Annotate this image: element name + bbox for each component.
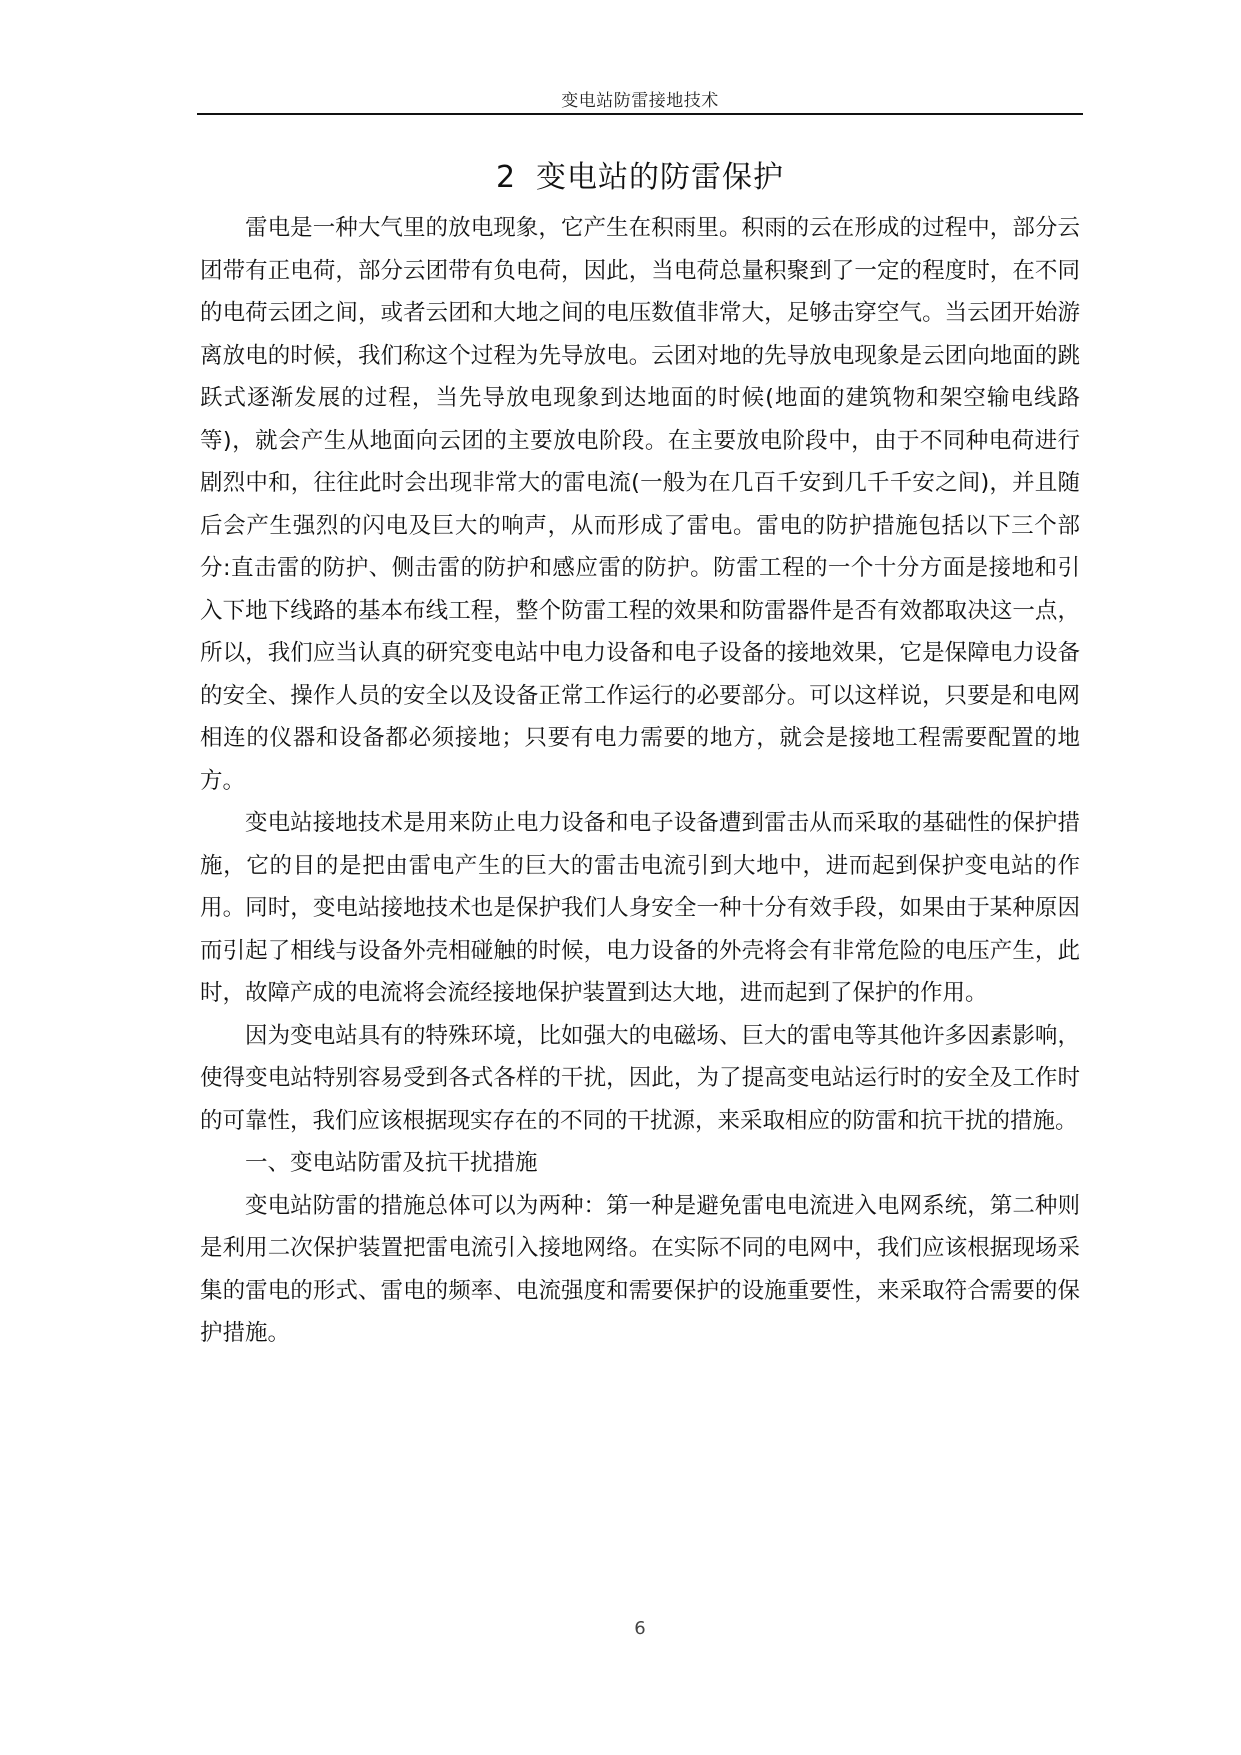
running-header: 变电站防雷接地技术: [561, 91, 719, 111]
paragraph-interference: 因为变电站具有的特殊环境，比如强大的电磁场、巨大的雷电等其他许多因素影响，使得变电站特别容易受到各式各样的干扰，因此，为了提高变电站运行时的安全及工作时的可靠性，我们应该根据现实存在的不同的干扰源，来采取相应的防雷和抗干扰的措施。: [200, 1022, 1080, 1134]
page-number: 6: [634, 1618, 646, 1639]
paragraph-grounding-technique: 变电站接地技术是用来防止电力设备和电子设备遭到雷击从而采取的基础性的保护措施，它的目的是把由雷电产生的巨大的雷击电流引到大地中，进而起到保护变电站的作用。同时，变电站接地技术也是保护我们人身安全一种十分有效手段，如果由于某种原因而引起了相线与设备外壳相碰触的时候，电力设备的外壳将会有非常危险的电压产生，此时，故障产成的电流将会流经接地保护装置到达大地，进而起到了保护的作用。: [200, 810, 1080, 1006]
paragraph-lightning-intro: 雷电是一种大气里的放电现象，它产生在积雨里。积雨的云在形成的过程中，部分云团带有正电荷，部分云团带有负电荷，因此，当电荷总量积聚到了一定的程度时，在不同的电荷云团之间，或者云团和大地之间的电压数值非常大，足够击穿空气。当云团开始游离放电的时候，我们称这个过程为先导放电。云团对地的先导放电现象是云团向地面的跳跃式逐渐发展的过程，当先导放电现象到达地面的时候(地面的建筑物和架空输电线路等)，就会产生从地面向云团的主要放电阶段。在主要放电阶段中，由于不同种电荷进行剧烈中和，往往此时会出现非常大的雷电流(一般为在几百千安到几千千安之间)，并且随后会产生强烈的闪电及巨大的响声，从而形成了雷电。雷电的防护措施包括以下三个部分:直击雷的防护、侧击雷的防护和感应雷的防护。防雷工程的一个十分方面是接地和引入下地下线路的基本布线工程，整个防雷工程的效果和防雷器件是否有效都取决这一点， 所以，我们应当认真的研究变电站中电力设备和电子设备的接地效果，它是保障电力设备的安全、操作人员的安全以及设备正常工作运行的必要部分。可以这样说，只要是和电网相连的仪器和设备都必须接地；只要有电力需要的地方，就会是接地工程需要配置的地方。: [200, 215, 1080, 794]
chapter-title: [197, 156, 1083, 200]
header-rule: [197, 113, 1083, 115]
chapter-heading: 变电站的防雷保护: [536, 160, 785, 195]
paragraph-protection-measures: 变电站防雷的措施总体可以为两种：第一种是避免雷电电流进入电网系统，第二种则是利用二次保护装置把雷电流引入接地网络。在实际不同的电网中，我们应该根据现场采集的雷电的形式、雷电的频率、电流强度和需要保护的设施重要性，来采取符合需要的保护措施。: [200, 1192, 1080, 1346]
chapter-number: 2: [495, 160, 517, 195]
section-subheading: 一、变电站防雷及抗干扰措施: [245, 1150, 538, 1176]
body-text: [200, 207, 1080, 1355]
